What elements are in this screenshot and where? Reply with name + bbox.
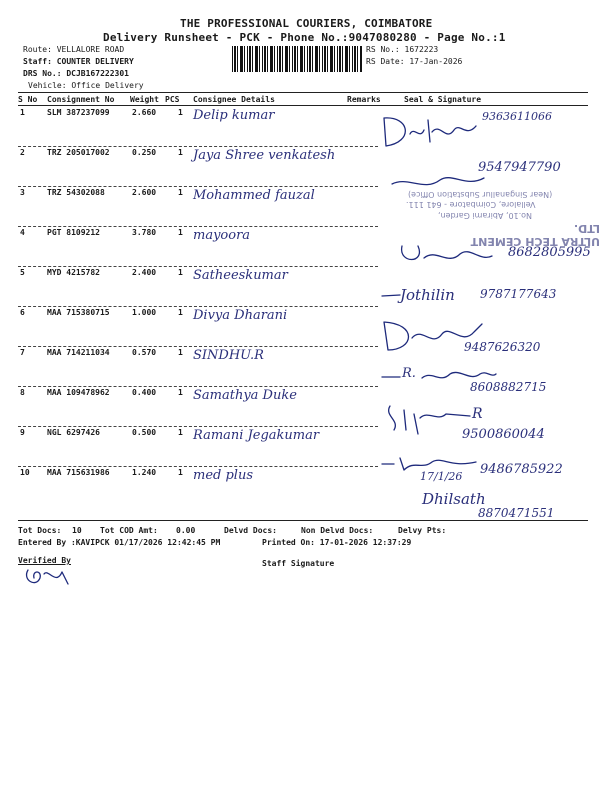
row-phone-handwritten: 9787177643 bbox=[480, 287, 557, 301]
stamp-line-2: Vellalore, Coimbatore - 641 111. bbox=[406, 200, 536, 209]
row-consignment-no: SLM 387237099 bbox=[47, 108, 110, 117]
row-consignment-no: PGT 8109212 bbox=[47, 228, 100, 237]
row-divider bbox=[18, 186, 378, 187]
row-divider bbox=[18, 266, 378, 267]
tot-docs-label: Tot Docs: bbox=[18, 526, 62, 535]
stamp-line-3: No.10, Abirami Garden, bbox=[438, 211, 532, 220]
row-phone-handwritten: 9487626320 bbox=[464, 340, 541, 354]
col-pcs: PCS bbox=[165, 95, 180, 104]
row-consignee-handwritten: Jaya Shree venkatesh bbox=[193, 148, 336, 163]
col-seal-signature: Seal & Signature bbox=[404, 95, 482, 104]
row-pcs: 1 bbox=[178, 468, 183, 477]
non-delvd-docs-label: Non Delvd Docs: bbox=[301, 526, 374, 535]
col-consignee: Consignee Details bbox=[193, 95, 275, 104]
rs-number: RS No.: 1672223 bbox=[366, 45, 439, 54]
header-rule-top bbox=[18, 92, 588, 93]
row-pcs: 1 bbox=[178, 108, 183, 117]
tot-cod-label: Tot COD Amt: bbox=[100, 526, 158, 535]
row-sno: 8 bbox=[20, 388, 25, 397]
row8-signature: R bbox=[472, 406, 483, 422]
row-divider bbox=[18, 146, 378, 147]
tot-cod-value: 0.00 bbox=[176, 526, 196, 535]
row-sno: 4 bbox=[20, 228, 25, 237]
stamp-line-4: ULTRA TECH CEMENT LTD. bbox=[470, 222, 600, 248]
row-pcs: 1 bbox=[178, 308, 183, 317]
verified-by-label: Verified By bbox=[18, 556, 71, 565]
row-pcs: 1 bbox=[178, 188, 183, 197]
row-phone-handwritten: 8682805995 bbox=[508, 245, 591, 260]
row-sno: 6 bbox=[20, 308, 25, 317]
row-pcs: 1 bbox=[178, 228, 183, 237]
row-pcs: 1 bbox=[178, 268, 183, 277]
staff-label: Staff: COUNTER DELIVERY bbox=[23, 57, 134, 66]
row-weight: 2.600 bbox=[132, 188, 157, 197]
row-sno: 7 bbox=[20, 348, 25, 357]
row-phone-handwritten: 9486785922 bbox=[480, 462, 563, 477]
row-divider bbox=[18, 466, 378, 467]
row-consignment-no: TRZ 205017002 bbox=[47, 148, 110, 157]
row-sno: 10 bbox=[20, 468, 30, 477]
row-sno: 2 bbox=[20, 148, 25, 157]
row-phone-handwritten: 8608882715 bbox=[470, 380, 547, 394]
col-sno: S No bbox=[18, 95, 38, 104]
row-consignee-handwritten: SINDHU.R bbox=[193, 348, 264, 363]
entered-by: Entered By :KAVIPCK 01/17/2026 12:42:45 PM bbox=[18, 538, 221, 547]
row-consignment-no: NGL 6297426 bbox=[47, 428, 100, 437]
row-pcs: 1 bbox=[178, 148, 183, 157]
row-divider bbox=[18, 306, 378, 307]
row-phone-handwritten: 9500860044 bbox=[462, 427, 545, 442]
row-divider bbox=[18, 346, 378, 347]
row-consignee-handwritten: mayoora bbox=[193, 228, 251, 243]
row-consignee-handwritten: Delip kumar bbox=[193, 108, 275, 123]
stamp-line-1: (Near Singanallur Substation Office) bbox=[408, 190, 553, 199]
row-sno: 3 bbox=[20, 188, 25, 197]
row-weight: 1.240 bbox=[132, 468, 157, 477]
row7-signature: R. bbox=[402, 366, 416, 381]
printed-on: Printed On: 17-01-2026 12:37:29 bbox=[262, 538, 412, 547]
tot-docs-value: 10 bbox=[72, 526, 82, 535]
row-sno: 1 bbox=[20, 108, 25, 117]
row-consignee-handwritten: Satheeskumar bbox=[193, 268, 288, 283]
row-consignee-handwritten: Samathya Duke bbox=[193, 388, 297, 403]
row9-date: 17/1/26 bbox=[420, 470, 463, 483]
runsheet-subtitle: Delivery Runsheet - PCK - Phone No.:9047080280 - Page No.:1 bbox=[103, 31, 506, 44]
row7-dash-scribble bbox=[380, 372, 404, 382]
row-consignment-no: MAA 715380715 bbox=[47, 308, 110, 317]
delvd-docs-label: Delvd Docs: bbox=[224, 526, 277, 535]
row-consignee-handwritten: Divya Dharani bbox=[193, 308, 288, 323]
row-consignment-no: TRZ 54302088 bbox=[47, 188, 105, 197]
row-pcs: 1 bbox=[178, 428, 183, 437]
row-consignee-handwritten: med plus bbox=[193, 468, 253, 483]
row-weight: 0.250 bbox=[132, 148, 157, 157]
barcode bbox=[232, 46, 362, 72]
row7-signature-scribble bbox=[418, 366, 498, 386]
row5-signature: Jothilin bbox=[400, 286, 455, 304]
row-divider bbox=[18, 386, 378, 387]
row-weight: 3.780 bbox=[132, 228, 157, 237]
row-weight: 1.000 bbox=[132, 308, 157, 317]
staff-signature-label: Staff Signature bbox=[262, 559, 335, 568]
row-consignment-no: MYD 4215782 bbox=[47, 268, 100, 277]
footer-rule bbox=[18, 520, 588, 521]
row5-dash-scribble bbox=[380, 290, 404, 300]
row-sno: 5 bbox=[20, 268, 25, 277]
col-consignment: Consignment No bbox=[47, 95, 115, 104]
row-consignment-no: MAA 109478962 bbox=[47, 388, 110, 397]
row-consignee-handwritten: Ramani Jegakumar bbox=[193, 428, 320, 443]
row-sno: 9 bbox=[20, 428, 25, 437]
verified-by-signature bbox=[22, 566, 72, 590]
row2-signature-scribble bbox=[388, 166, 488, 196]
route-label: Route: VELLALORE ROAD bbox=[23, 45, 125, 54]
row10-signature: Dhilsath bbox=[422, 490, 486, 508]
company-title: THE PROFESSIONAL COURIERS, COIMBATORE bbox=[180, 17, 433, 30]
col-remarks: Remarks bbox=[347, 95, 381, 104]
row-consignment-no: MAA 714211034 bbox=[47, 348, 110, 357]
row-weight: 0.500 bbox=[132, 428, 157, 437]
row-weight: 0.570 bbox=[132, 348, 157, 357]
row1-signature-scribble bbox=[380, 112, 490, 152]
row-phone-handwritten: 9363611066 bbox=[482, 110, 552, 123]
row-phone-handwritten: 9547947790 bbox=[478, 160, 561, 175]
row4-signature-scribble bbox=[396, 240, 496, 270]
row-consignment-no: MAA 715631986 bbox=[47, 468, 110, 477]
row-weight: 2.660 bbox=[132, 108, 157, 117]
row-pcs: 1 bbox=[178, 388, 183, 397]
row-pcs: 1 bbox=[178, 348, 183, 357]
row-weight: 2.400 bbox=[132, 268, 157, 277]
row9-signature-scribble bbox=[380, 454, 480, 474]
row6-signature-scribble bbox=[378, 318, 498, 354]
row-phone-handwritten: 8870471551 bbox=[478, 506, 555, 520]
row-divider bbox=[18, 226, 378, 227]
col-weight: Weight bbox=[130, 95, 159, 104]
header-rule-bottom bbox=[18, 105, 588, 106]
row8-signature-scribble bbox=[384, 400, 474, 440]
vehicle-label: Vehicle: Office Delivery bbox=[28, 81, 144, 90]
row-consignee-handwritten: Mohammed fauzal bbox=[193, 188, 315, 203]
delvy-pts-label: Delvy Pts: bbox=[398, 526, 447, 535]
drs-label: DRS No.: DCJB167222301 bbox=[23, 69, 129, 78]
row-weight: 0.400 bbox=[132, 388, 157, 397]
row-divider bbox=[18, 426, 378, 427]
rs-date: RS Date: 17-Jan-2026 bbox=[366, 57, 463, 66]
